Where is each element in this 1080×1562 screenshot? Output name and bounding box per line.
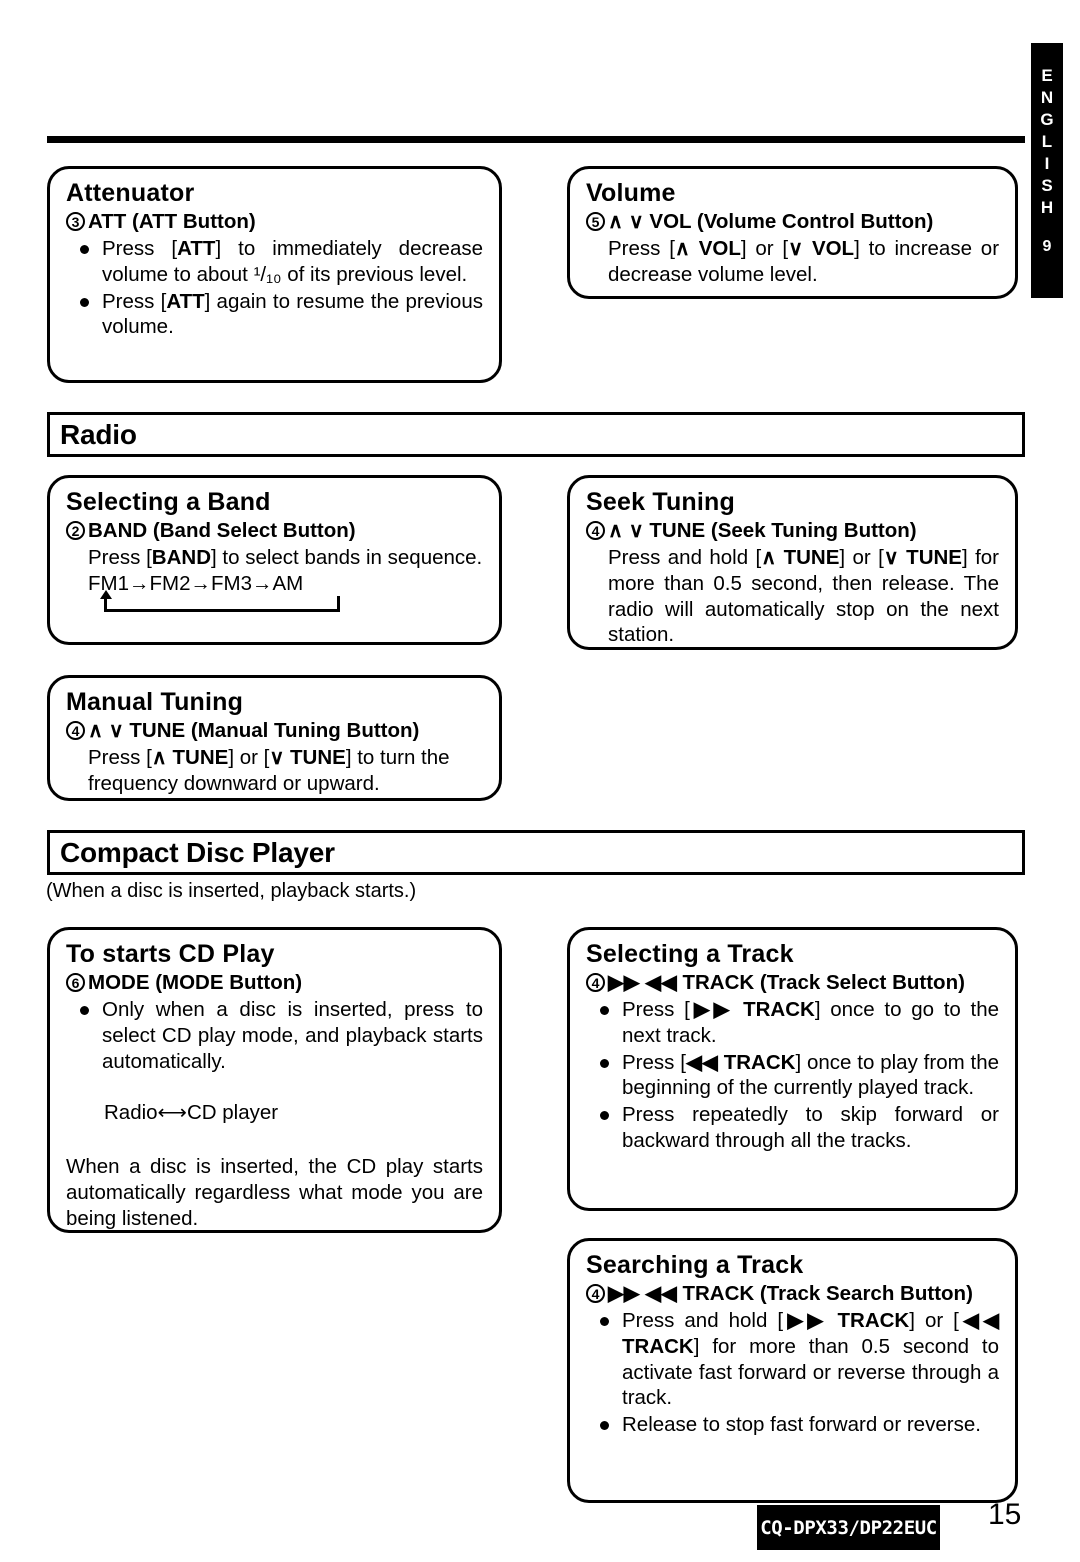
attenuator-button-line — [66, 209, 483, 234]
band-sequence-diagram — [66, 572, 483, 619]
searching-track-bullet-list — [586, 1308, 999, 1438]
band-button-line — [66, 518, 483, 543]
attenuator-bullet-list — [66, 236, 483, 340]
list-item: Press [▶▶ TRACK] once to go to the next track. — [586, 997, 999, 1049]
to-start-cd-play-title: To starts CD Play — [66, 940, 275, 968]
list-item: Press and hold [▶▶ TRACK] or [◀◀ TRACK] for more than 0.5 second to activate fast forward or reverse through a track. — [586, 1308, 999, 1411]
selecting-track-bullet-list — [586, 997, 999, 1154]
selecting-track-panel — [567, 927, 1018, 1211]
selecting-band-title: Selecting a Band — [66, 488, 271, 516]
circled-number-3: 3 — [66, 212, 85, 231]
band-button-label: BAND (Band Select Button) — [88, 519, 356, 542]
list-item: Press [ATT] to immediately decrease volume to about ¹/₁₀ of its previous level. — [66, 236, 483, 288]
seek-button-line — [586, 518, 999, 543]
lang-letter-n: N — [1040, 88, 1054, 107]
to-start-cd-play-panel — [47, 927, 502, 1233]
cd-play-description: When a disc is inserted, the CD play starts automatically regardless what mode you are being listened. — [66, 1155, 483, 1230]
attenuator-button-label: ATT (ATT Button) — [88, 210, 256, 233]
circled-number-6: 6 — [66, 973, 85, 992]
searching-track-title: Searching a Track — [586, 1251, 804, 1279]
volume-description: Press [∧ VOL] or [∨ VOL] to increase or decrease volume level. — [608, 237, 1000, 286]
mode-toggle-diagram: Radio⟷CD player — [104, 1101, 279, 1125]
top-horizontal-rule — [47, 136, 1025, 143]
manual-tuning-panel — [47, 675, 502, 801]
seek-tuning-panel — [567, 475, 1018, 650]
volume-panel — [567, 166, 1018, 299]
seek-tuning-title: Seek Tuning — [586, 488, 735, 516]
track-select-button-label: ▶▶ ◀◀ TRACK (Track Select Button) — [608, 971, 965, 994]
track-search-button-line — [586, 1281, 999, 1306]
band-sequence-text: FM1→FM2→FM3→AM — [88, 571, 304, 595]
volume-button-label: ∧ ∨ VOL (Volume Control Button) — [608, 210, 934, 233]
selecting-band-panel — [47, 475, 502, 645]
cd-play-bullet-list — [66, 997, 483, 1074]
circled-number-4: 4 — [586, 973, 605, 992]
mode-button-label: MODE (MODE Button) — [88, 971, 303, 994]
circled-number-4: 4 — [586, 521, 605, 540]
section-title-radio: Radio — [60, 418, 137, 450]
track-select-button-line — [586, 970, 999, 995]
list-item: Press repeatedly to skip forward or backward through all the tracks. — [586, 1102, 999, 1154]
compact-disc-note: (When a disc is inserted, playback starts.) — [46, 880, 417, 902]
seek-description: Press and hold [∧ TUNE] or [∨ TUNE] for more than 0.5 second, then release. The radio will automatically stop on the next station. — [608, 546, 999, 647]
manual-button-line — [66, 718, 483, 743]
searching-track-panel — [567, 1238, 1018, 1503]
lang-tab-page-marker: 9 — [1042, 238, 1052, 255]
band-description: Press [BAND] to select bands in sequence. — [88, 546, 483, 569]
band-sequence-loop-arrow — [104, 596, 340, 618]
seek-button-label: ∧ ∨ TUNE (Seek Tuning Button) — [608, 519, 917, 542]
volume-title: Volume — [586, 179, 676, 207]
section-header-compact-disc-player — [47, 830, 1025, 875]
model-number-badge: CQ-DPX33/DP22EUC — [757, 1505, 940, 1550]
page-number: 15 — [988, 1498, 1022, 1531]
circled-number-4: 4 — [66, 721, 85, 740]
volume-button-line — [586, 209, 999, 234]
section-title-compact-disc-player: Compact Disc Player — [60, 836, 335, 868]
list-item: Release to stop fast forward or reverse. — [586, 1412, 999, 1438]
lang-letter-g: G — [1040, 110, 1054, 129]
track-search-button-label: ▶▶ ◀◀ TRACK (Track Search Button) — [608, 1282, 973, 1305]
attenuator-title: Attenuator — [66, 179, 195, 207]
circled-number-2: 2 — [66, 521, 85, 540]
section-header-radio — [47, 412, 1025, 457]
lang-letter-l: L — [1041, 132, 1053, 151]
manual-description: Press [∧ TUNE] or [∨ TUNE] to turn the frequency downward or upward. — [88, 746, 450, 795]
lang-letter-s: S — [1041, 176, 1053, 195]
lang-letter-h: H — [1040, 198, 1054, 217]
selecting-track-title: Selecting a Track — [586, 940, 794, 968]
mode-button-line — [66, 970, 483, 995]
language-side-tab — [1031, 43, 1063, 298]
list-item: Press [◀◀ TRACK] once to play from the beginning of the currently played track. — [586, 1050, 999, 1102]
list-item: Only when a disc is inserted, press to select CD play mode, and playback starts automatically. — [66, 997, 483, 1074]
circled-number-5: 5 — [586, 212, 605, 231]
manual-tuning-title: Manual Tuning — [66, 688, 244, 716]
lang-letter-i: I — [1044, 154, 1050, 173]
list-item: Press [ATT] again to resume the previous volume. — [66, 289, 483, 341]
circled-number-4: 4 — [586, 1284, 605, 1303]
manual-button-label: ∧ ∨ TUNE (Manual Tuning Button) — [88, 719, 420, 742]
lang-letter-e: E — [1041, 66, 1053, 85]
attenuator-panel — [47, 166, 502, 383]
